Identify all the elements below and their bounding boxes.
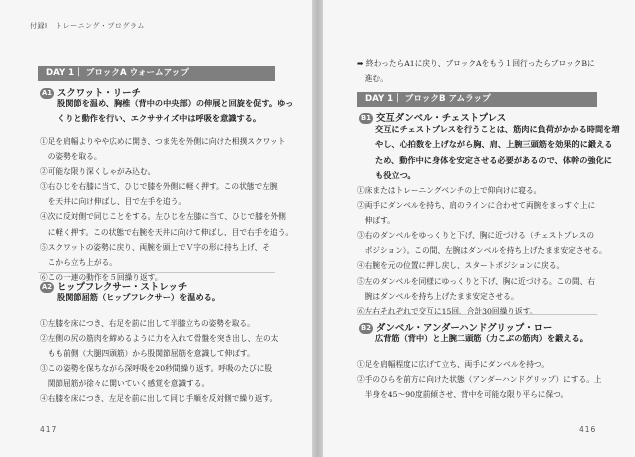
book-gutter	[312, 0, 323, 457]
exercise-badge: B1	[359, 113, 373, 124]
exercise-description-b1: 交互にチェストプレスを行うことは、筋肉に負荷がかかる時間を増 やし、心拍数を上げながら胸、肩、上腕三頭筋を効果的に鍛える ため、動作中に身体を安定させる必要があるので、体幹の強化に も役立つ。	[375, 124, 620, 180]
exercise-description-a1: 股関節を温め、胸椎（背中の中央部）の伸展と回旋を促す。ゆっ くりと動作を行い、エクササイズ中は呼吸を意識する。	[57, 98, 294, 124]
exercise-badge: A2	[42, 283, 52, 291]
right-page	[323, 0, 635, 457]
exercise-description-a2: 股関節屈筋（ヒップフレクサー）を温める。	[57, 292, 221, 302]
exercise-steps-b1: ①床またはトレーニングベンチの上で仰向けに寝る。 ②両手にダンベルを持ち、肩のラインに合わせて両腕をまっすぐ上に 伸ばす。 ③右のダンベルをゆっくりと下げ、胸に近づける（チェストプレスの ポジション）。この間、左腕はダンベルを持ち上げたまま安定させる。 ④右腕を元の位置に押し戻し、スタートポジションに戻る。 ⑤左のダンベルを同様にゆっくりと下げ、胸に近づける。この間、右 腕はダンベルを持ち上げたまま安定させる。 ⑥左右それぞれで交互に15回、合計30回繰り返す。	[357, 186, 607, 316]
page-number-right: 416	[579, 425, 597, 434]
exercise-badge: B2	[359, 323, 373, 334]
exercise-title-text: ダンベル・アンダーハンドグリップ・ロー	[376, 323, 553, 334]
day-header-block-b: DAY 1｜ ブロックB アムラップ	[357, 92, 597, 107]
exercise-badge: A1	[42, 89, 52, 97]
day-header-block-a: DAY 1｜ ブロックA ウォームアップ	[38, 66, 275, 81]
exercise-title-text: スクワット・リーチ	[57, 88, 141, 99]
exercise-steps-b2: ①足を肩幅程度に広げて立ち、両手にダンベルを持つ。 ②手のひらを前方に向けた状態（アンダーハンドグリップ）にする。上 半身を45～90度前傾させ、背中を可能な限り平らに保つ。	[357, 360, 602, 400]
exercise-title-text: 交互ダンベル・チェストプレス	[376, 113, 507, 124]
exercise-title-text: ヒップフレクサー・ストレッチ	[57, 282, 188, 293]
exercise-description-b2: 広背筋（背中）と上腕二頭筋（力こぶの筋肉）を鍛える。	[375, 333, 588, 343]
exercise-steps-a1: ①足を肩幅よりやや広めに開き、つま先を外側に向けた相撲スクワット の姿勢を取る。 ②可能な限り深くしゃがみ込む。 ③右ひじを右膝に当て、ひじで膝を外側に軽く押す。この状態で左腕 を天井に向け伸ばし、目で左手を追う。 ④次に反対側で同じことをする。左ひじを左膝に当て、ひじで膝を外側 に軽く押す。この状態で右腕を天井に向けて伸ばし、目で右手を追う。 ⑤スクワットの姿勢に戻り、両腕を頭上でＶ字の形に持ち上げ、そ こから立ち上がる。 ⑥この一連の動作を５回繰り返す。	[40, 137, 294, 282]
section-divider	[38, 272, 275, 273]
intro-note: ➡ 終わったらA1に戻り、ブロックAをもう１回行ったらブロックBに 進む。	[357, 59, 595, 84]
left-page	[0, 0, 312, 457]
exercise-steps-a2: ①左膝を床につき、右足を前に出して半膝立ちの姿勢を取る。 ②左側の尻の筋肉を締めるように力を入れて骨盤を突き出し、左の太 もも前側（大腿四頭筋）から股関節屈筋を意識して伸ばす。 ③この姿勢を保ちながら深呼吸を20秒間繰り返す。呼吸のたびに股 関節屈筋が徐々に開いていく感覚を意識する。 ④右膝を床につき、左足を前に出して同じ手順を反対側で繰り返す。	[40, 319, 279, 404]
running-head: 付録Ⅰ トレーニング・プログラム	[30, 22, 145, 30]
page-number-left: 417	[40, 425, 58, 434]
section-divider	[357, 314, 597, 315]
